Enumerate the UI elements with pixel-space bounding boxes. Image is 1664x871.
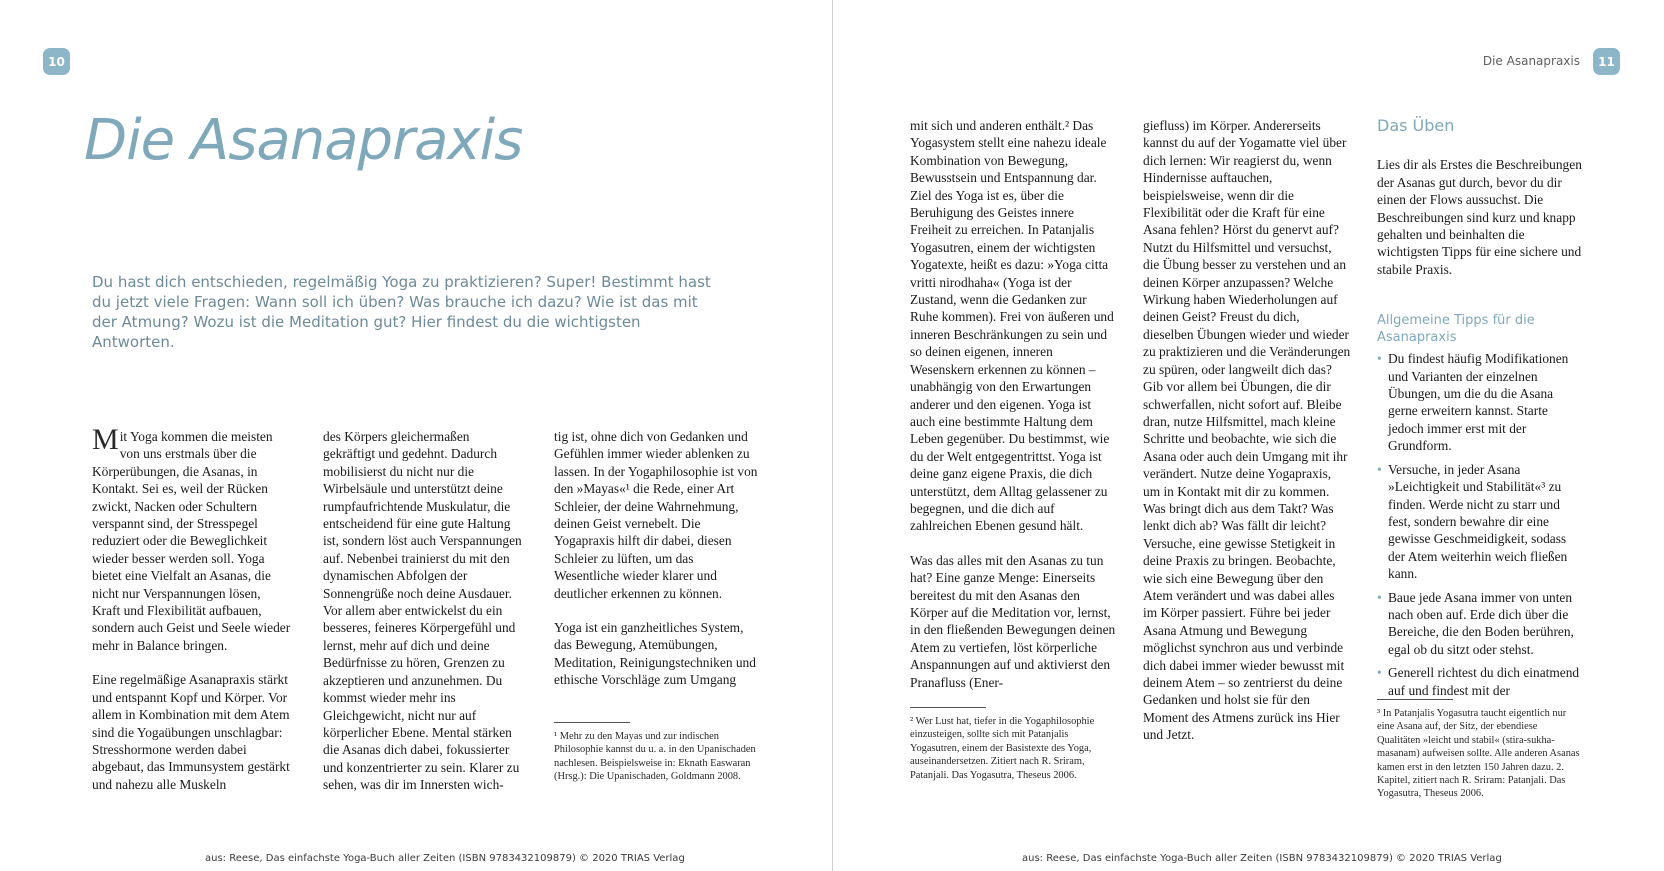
paragraph: Was das alles mit den Asanas zu tun hat? Eine ganze Menge: Einerseits bereitest du mit den Asanas den Körper auf die Meditation vor, lernst, in den fließenden Bewegungen deinen Atem zu vertiefen, löst körperliche Anspannungen auf und aktivierst den Pranafluss (Ener- (910, 552, 1116, 690)
list-item: • Du findest häufig Modifikationen und Varianten der einzelnen Übungen, um die du die Asana gerne erweitern kannst. Starte jedoch immer erst mit der Grundform. (1377, 351, 1569, 454)
book-spine (832, 0, 833, 871)
footnote-block (554, 722, 759, 784)
body-column-3 (554, 428, 759, 706)
footnote-3: ³ In Patanjalis Yogasutra taucht eigentlich nur eine Asana auf, der Sitz, der ebendiese Qualitäten »leicht und stabil« (stira-sukha-masanam) aufweisen sollte. Alle anderen Asanas kamen erst in den letzten 150 Jahren dazu. 2. Kapitel, zitiert nach R. Sriram: Patanjali. Das Yogasutra, Theseus 2006. (1377, 708, 1580, 800)
footnote-2: ² Wer Lust hat, tiefer in die Yogaphilosophie einzusteigen, sollte sich mit Patanjalis Yogasutren, einem der Basistexte des Yoga, auseinandersetzen. Zitiert nach R. Sriram, Patanjali. Das Yogasutra, Theseus 2006. (910, 716, 1095, 781)
footnote-rule (910, 707, 986, 708)
intro-text: Du hast dich entschieden, regelmäßig Yoga zu praktizieren? Super! Bestimmt hast du jetzt viele Fragen: Wann soll ich üben? Was brauche ich dazu? Wie ist das mit der Atmung? Wozu ist die Meditation gut? Hier findest du die wichtigsten Antworten. (92, 273, 711, 351)
bullet-icon: • (1377, 589, 1382, 605)
paragraph: Yoga ist ein ganzheitliches System, das Bewegung, Atemübungen, Meditation, Reinigungstechniken und ethische Vorschläge zum Umgang (554, 620, 756, 688)
paragraph: Mit Yoga kommen die meisten von uns erstmals über die Körperübungen, die Asanas, in Kontakt. Sei es, weil der Rücken zwickt, Nacken oder Schultern verspannt sind, der Stresspegel reduziert oder die Beweglichkeit wieder besser werden soll. Yoga bietet eine Vielfalt an Asanas, die nicht nur Verspannungen lösen, Kraft und Flexibilität aufbauen, sondern auch Geist und Seele wieder mehr in Balance bringen. (92, 423, 291, 653)
bullet-icon: • (1377, 461, 1382, 477)
drop-cap: M (92, 423, 119, 456)
footnote-rule (1377, 699, 1453, 700)
body-column-2 (1143, 117, 1351, 761)
sidebar-heading: Das Üben (1377, 116, 1455, 135)
sidebar-intro: Lies dir als Erstes die Beschreibungen der Asanas gut durch, bevor du dir einen der Flows aussuchst. Die Beschreibungen sind kurz und knapp gehalten und beinhalten die wichtigsten Tipps für eine sichere und stabile Praxis. (1377, 157, 1582, 277)
footnote-rule (554, 722, 630, 723)
source-credit: aus: Reese, Das einfachste Yoga-Buch aller Zeiten (ISBN 9783432109879) © 2020 TRIAS Verlag (205, 853, 685, 864)
list-item: • Baue jede Asana immer von unten nach oben auf. Erde dich über die Bereiche, die den Boden berühren, egal ob du sitzt oder stehst. (1377, 589, 1574, 657)
paragraph: mit sich und anderen enthält.² Das Yogasystem stellt eine nahezu ideale Kombination von Bewegung, Bewusstsein und Entspannung dar. Ziel des Yoga ist es, über die Beruhigung des Geistes innere Freiheit zu erreichen. In Patanjalis Yogasutren, einem der wichtigsten Yogatexte, heißt es dazu: »Yoga citta vritti nirodhaha« (Yoga ist der Zustand, wenn die Gedanken zur Ruhe kommen). Frei von äußeren und inneren Beschränkungen zu sein und so deinen eigenen, inneren Wesenskern erkennen zu können – unabhängig von den Erwartungen anderer und den eigenen. Yoga ist auch eine bestimmte Haltung dem Leben gegenüber. Du bestimmst, wie du der Welt entgegentrittst. Yoga ist deine ganz eigene Praxis, die dich unterstützt, dem Alltag gelassener zu begegnen, und die dich auf zahlreichen Ebenen gesund hält. (910, 118, 1114, 534)
paragraph: des Körpers gleichermaßen gekräftigt und gedehnt. Dadurch mobilisierst du nicht nur die Wirbelsäule und unterstützt deine rumpfaufrichtende Muskulatur, die entscheidend für eine gute Haltung ist, sondern löst auch Verspannungen auf. Nebenbei trainierst du mit den dynamischen Abfolgen der Sonnengrüße noch deine Ausdauer. Vor allem aber entwickelst du ein besseres, feineres Körpergefühl und lernst, mehr auf dich und deine Bedürfnisse zu hören, Grenzen zu akzeptieren und anzunehmen. Du kommst wieder mehr ins Gleichgewicht, nicht nur auf körperlicher Ebene. Mental stärken die Asanas dich dabei, fokussierter und konzentrierter zu sein. Klarer zu sehen, was dir im Innersten wich- (323, 429, 522, 793)
running-head: Die Asanapraxis (1482, 54, 1580, 68)
bullet-icon: • (1377, 351, 1382, 367)
page-number-badge: 10 (43, 48, 70, 75)
list-item: • Versuche, in jeder Asana »Leichtigkeit und Stabilität«³ zu finden. Werde nicht zu starr und fest, sondern bewahre dir eine gewisse Geschmeidigkeit, sodass der Atem weiterhin weich fließen kann. (1377, 461, 1568, 582)
footnote-block (1377, 699, 1582, 801)
paragraph: tig ist, ohne dich von Gedanken und Gefühlen immer wieder ablenken zu lassen. In der Yogaphilosophie ist von den »Mayas«¹ die Rede, einer Art Schleier, der deine Wahrnehmung, deinen Geist vernebelt. Die Yogapraxis hilft dir dabei, diesen Schleier zu lüften, um das Wesentliche wieder klarer und deutlicher erkennen zu können. (554, 429, 758, 601)
footnote-block (910, 707, 1117, 782)
page-number-badge: 11 (1593, 48, 1620, 75)
bullet-icon: • (1377, 665, 1382, 681)
list-item: • Generell richtest du dich einatmend auf und findest mit der (1377, 665, 1580, 698)
right-page (834, 0, 1664, 871)
tips-list (1377, 350, 1582, 699)
footnote-1: ¹ Mehr zu den Mayas und zur indischen Philosophie kannst du u. a. in den Upanischaden nachlesen. Beispielsweise in: Eknath Easwaran (Hrsg.): Die Upanischaden, Goldmann 2008. (554, 731, 756, 783)
sidebar (1377, 117, 1582, 705)
chapter-title: Die Asanapraxis (84, 108, 523, 173)
paragraph: giefluss) im Körper. Andererseits kannst du auf der Yogamatte viel über dich lernen: Wir reagierst du, wenn Hindernisse auftauchen, beispielsweise, wenn dir die Flexibilität oder die Kraft für eine Asana fehlen? Hörst du genervt auf? Nutzt du Hilfsmittel und versuchst, die Übung besser zu verstehen und an deinen Körper anzupassen? Welche Wirkung haben Wiederholungen auf deinen Geist? Freust du dich, dieselben Übungen wieder und wieder zu praktizieren und die Veränderungen zu spüren, oder langweilt dich das? Gib vor allem bei Übungen, die dir schwerfallen, nicht sofort auf. Bleibe dran, nutze Hilfsmittel, mach kleine Schritte und beobachte, wie sich die Asana oder auch dein Umgang mit ihr verändert. Nutze deine Yogapraxis, um in Kontakt mit dir zu kommen. Was bringt dich aus dem Takt? Was lenkt dich ab? Was fällt dir leicht? Versuche, eine gewisse Stetigkeit in deine Praxis zu bringen. Beobachte, wie sich eine Bewegung über den Atem verändert und was dabei alles im Körper passiert. Führe bei jeder Asana Atmung und Bewegung möglichst synchron aus und verbinde dich dabei immer wieder bewusst mit deinem Atem – so zentrierst du deine Gedanken und holst sie für den Moment des Atmens zurück ins Hier und Jetzt. (1143, 118, 1351, 743)
body-column-1 (910, 117, 1117, 708)
paragraph: Eine regelmäßige Asanapraxis stärkt und entspannt Kopf und Körper. Vor allem in Kombination mit dem Atem sind die Yogaübungen unschlagbar: Stresshormone werden dabei abgebaut, das Immunsystem gestärkt und nahezu alle Muskeln (92, 672, 290, 792)
source-credit: aus: Reese, Das einfachste Yoga-Buch aller Zeiten (ISBN 9783432109879) © 2020 TRIAS Verlag (1022, 853, 1502, 864)
sidebar-subheading: Allgemeine Tipps für die Asanapraxis (1377, 313, 1535, 346)
body-column-1 (92, 423, 292, 810)
body-column-2 (323, 428, 523, 811)
